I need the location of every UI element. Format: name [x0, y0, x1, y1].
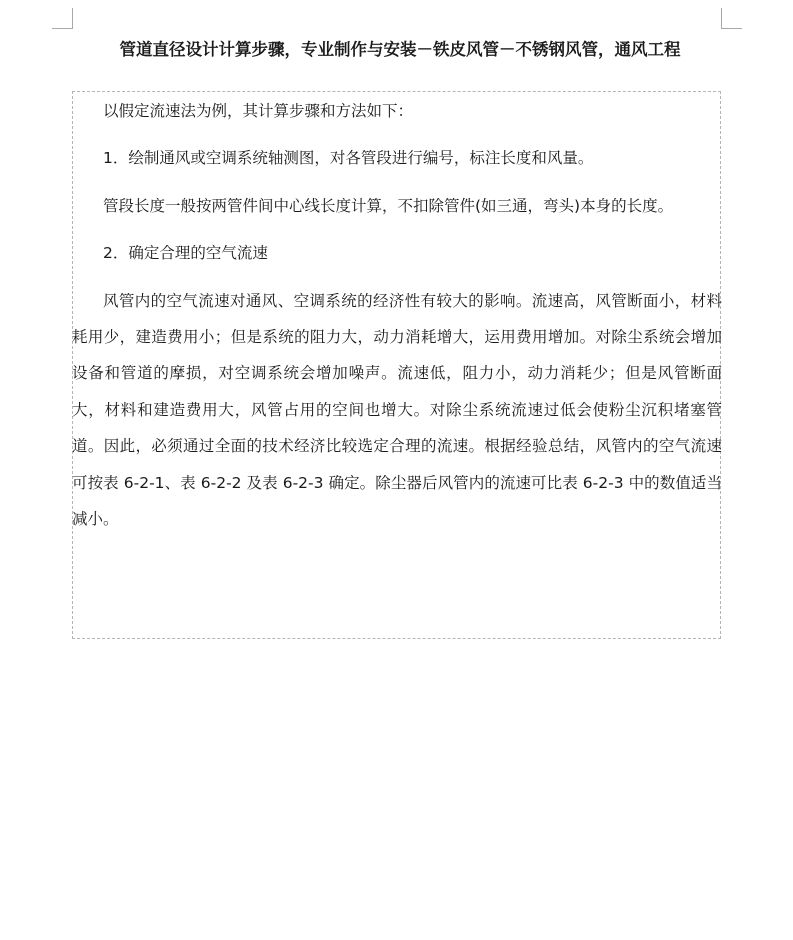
paragraph-step-2-detail[interactable]: 风管内的空气流速对通风、空调系统的经济性有较大的影响。流速高，风管断面小，材料耗用少，建造费用小；但是系统的阻力大，动力消耗增大，运用费用增加。对除尘系统会增加设备和管道的摩损，对空调系统会增加噪声。流速低，阻力小，动力消耗少；但是风管断面大，材料和建造费用大，风管占用的空间也增大。对除尘系统流速过低会使粉尘沉积堵塞管道。因此，必须通过全面的技术经济比较选定合理的流速。根据经验总结，风管内的空气流速可按表 6-2-1、表 6-2-2 及表 6-2-3 确定。除尘器后风管内的流速可比表 6-2-3 中的数值适当减小。 — [72, 291, 722, 529]
crop-mark-top-right — [721, 8, 722, 29]
crop-mark-top-right — [721, 28, 742, 29]
paragraph-intro[interactable]: 以假定流速法为例，其计算步骤和方法如下： — [103, 102, 414, 120]
document-title[interactable]: 管道直径设计计算步骤，专业制作与安装－铁皮风管－不锈钢风管，通风工程 — [119, 40, 681, 59]
paragraph-step-2[interactable]: 2．确定合理的空气流速 — [103, 244, 268, 263]
text-body[interactable] — [72, 93, 722, 537]
paragraph-step-1-note[interactable]: 管段长度一般按两管件间中心线长度计算，不扣除管件(如三通，弯头)本身的长度。 — [103, 196, 674, 215]
paragraph-step-1[interactable]: 1．绘制通风或空调系统轴测图，对各管段进行编号，标注长度和风量。 — [103, 149, 594, 168]
crop-mark-top-left — [72, 8, 73, 29]
crop-mark-top-left — [52, 28, 73, 29]
